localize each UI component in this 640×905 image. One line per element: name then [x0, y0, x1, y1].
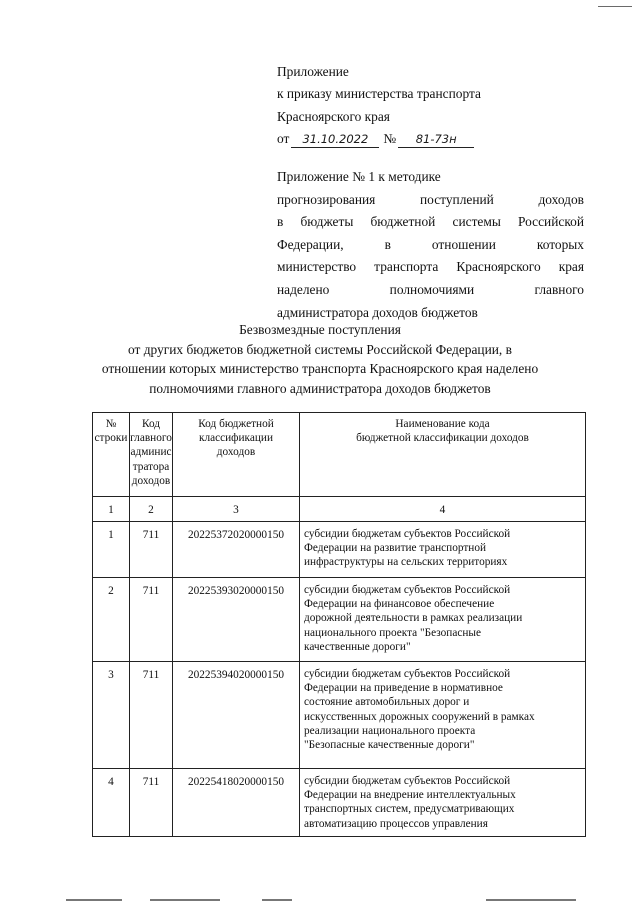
title-line: от других бюджетов бюджетной системы Российской Федерации, в: [128, 341, 512, 357]
methodology-reference: [277, 166, 584, 324]
table-row: [93, 522, 586, 578]
scan-footer-mark: [486, 899, 576, 901]
method-line: министерство транспорта Красноярского края: [277, 259, 584, 275]
order-reference: к приказу министерства транспорта: [277, 86, 481, 102]
title-line: отношении которых министерство транспорта Красноярского края наделено: [101, 361, 539, 377]
method-line: Федерации, в отношении которых: [277, 236, 584, 252]
row-number: 4: [93, 769, 130, 837]
row-number: 2: [93, 578, 130, 662]
admin-code: 711: [130, 769, 173, 837]
budget-code: 20225393020000150: [173, 578, 300, 662]
table-header-row: [93, 413, 586, 497]
appendix-label: Приложение: [277, 64, 349, 79]
row-number: 1: [93, 522, 130, 578]
budget-code: 20225372020000150: [173, 522, 300, 578]
handwritten-order-date: 31.10.2022: [291, 132, 379, 148]
number-sign: №: [383, 130, 397, 146]
scan-footer-mark: [262, 899, 292, 901]
budget-code: 20225418020000150: [173, 769, 300, 837]
revenue-codes-table: [92, 412, 586, 837]
header-code-name: Наименование кода бюджетной классификации доходов: [300, 413, 586, 497]
header-budget-code: Код бюджетной классификации доходов: [173, 413, 300, 497]
method-line: наделено полномочиями главного: [277, 281, 584, 297]
order-date-number-line: [277, 128, 584, 150]
method-line: прогнозирования поступлений доходов: [277, 191, 584, 207]
code-name: субсидии бюджетам субъектов Российской Федерации на приведение в нормативное состояние автомобильных дорог и искусственных дорожных сооружений в рамках реализации национального проекта "Безопасные качественные дороги": [300, 662, 586, 769]
title-line: Безвозмездные поступления: [239, 322, 401, 337]
code-name: субсидии бюджетам субъектов Российской Федерации на финансовое обеспечение дорожной деятельности в рамках реализации национального проекта "Безопасные качественные дороги": [300, 578, 586, 662]
table-row: [93, 769, 586, 837]
scan-footer-mark: [66, 899, 122, 901]
code-name: субсидии бюджетам субъектов Российской Федерации на внедрение интеллектуальных транспортных систем, предусматривающих автоматизацию процессов управления: [300, 769, 586, 837]
column-number: 3: [173, 497, 300, 522]
region-name: Красноярского края: [277, 108, 390, 124]
scan-edge-mark: [598, 6, 632, 7]
column-number: 4: [300, 497, 586, 522]
budget-code: 20225394020000150: [173, 662, 300, 769]
date-prefix: от: [277, 130, 290, 146]
admin-code: 711: [130, 662, 173, 769]
document-title: [90, 320, 550, 398]
method-line: администратора доходов бюджетов: [277, 304, 478, 320]
admin-code: 711: [130, 578, 173, 662]
header-row-number: № строки: [93, 413, 130, 497]
table-row: [93, 578, 586, 662]
order-appendix-header: [277, 61, 584, 150]
header-admin-code: Код главного админис тратора доходов: [130, 413, 173, 497]
column-number: 2: [130, 497, 173, 522]
admin-code: 711: [130, 522, 173, 578]
code-name: субсидии бюджетам субъектов Российской Федерации на развитие транспортной инфраструктуры на сельских территориях: [300, 522, 586, 578]
column-number-row: [93, 497, 586, 522]
method-line: Приложение № 1 к методике: [277, 169, 441, 184]
handwritten-order-number: 81-73н: [398, 132, 474, 148]
column-number: 1: [93, 497, 130, 522]
scan-footer-mark: [150, 899, 220, 901]
table-row: [93, 662, 586, 769]
row-number: 3: [93, 662, 130, 769]
method-line: в бюджеты бюджетной системы Российской: [277, 214, 584, 230]
title-line: полномочиями главного администратора доходов бюджетов: [149, 380, 491, 396]
